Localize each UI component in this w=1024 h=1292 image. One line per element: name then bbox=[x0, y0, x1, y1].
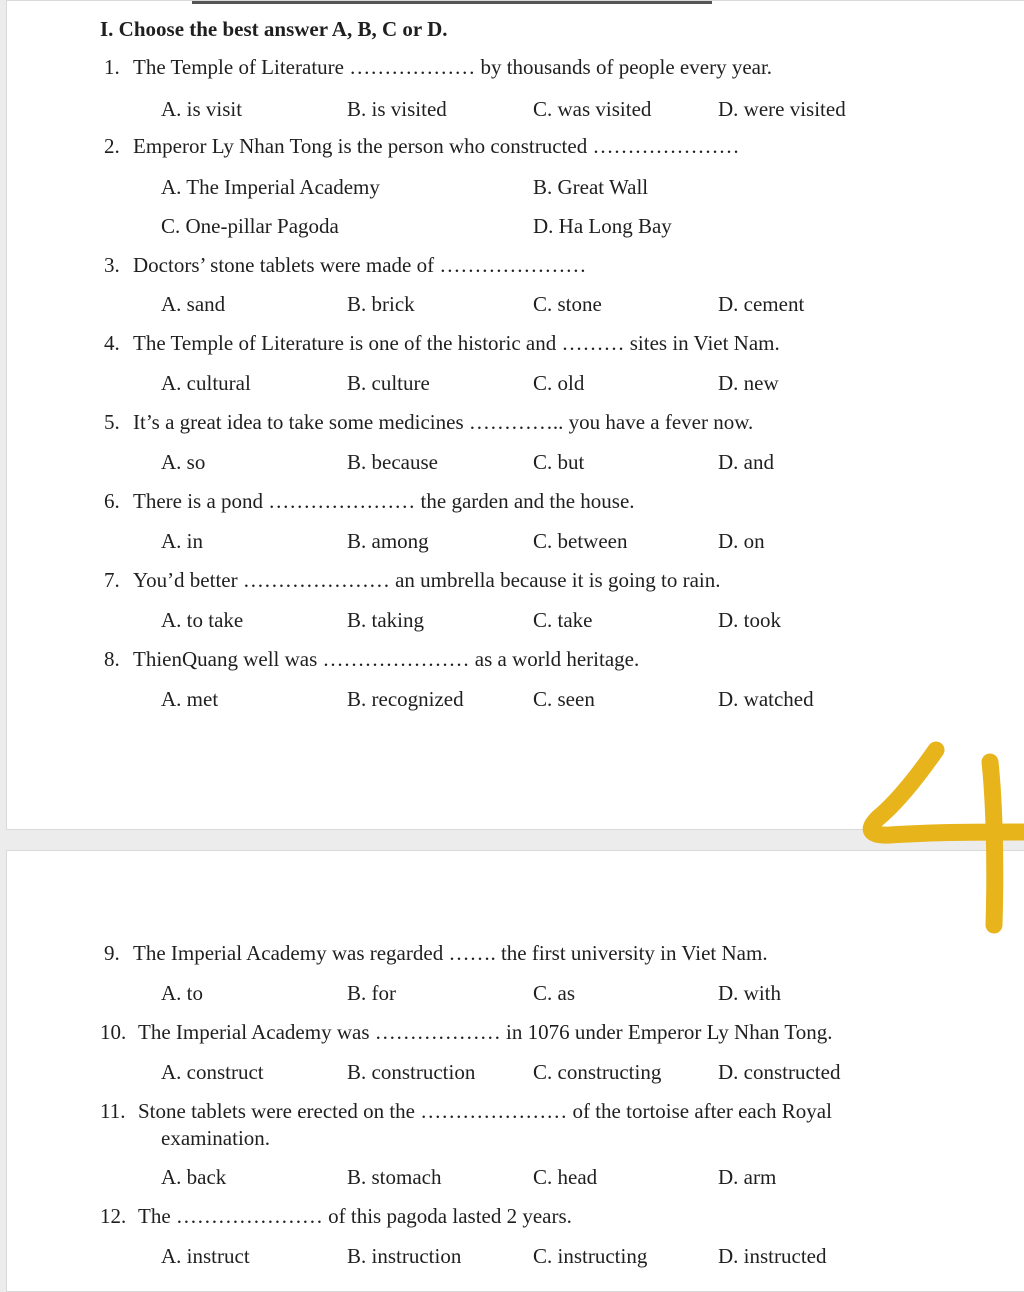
answer-option: C. take bbox=[533, 608, 593, 632]
question-text: ThienQuang well was ………………… as a world heritage. bbox=[133, 647, 640, 671]
answer-option: B. for bbox=[347, 981, 396, 1005]
question-text: You’d better ………………… an umbrella because it is going to rain. bbox=[133, 568, 721, 592]
answer-option: D. and bbox=[718, 450, 774, 474]
question-number: 12. bbox=[100, 1204, 127, 1228]
answer-option: B. construction bbox=[347, 1060, 476, 1084]
answer-option: C. old bbox=[533, 371, 585, 395]
answer-option: A. The Imperial Academy bbox=[161, 175, 380, 199]
answer-option: B. recognized bbox=[347, 687, 464, 711]
question-number: 8. bbox=[104, 647, 120, 671]
answer-option: C. head bbox=[533, 1165, 598, 1189]
answer-option: A. is visit bbox=[161, 97, 243, 121]
answer-option: A. so bbox=[161, 450, 206, 474]
answer-option: B. stomach bbox=[347, 1165, 442, 1189]
answer-option: D. constructed bbox=[718, 1060, 841, 1084]
question-text: The Temple of Literature is one of the historic and ……… sites in Viet Nam. bbox=[133, 331, 780, 355]
question-number: 6. bbox=[104, 489, 120, 513]
question-number: 5. bbox=[104, 410, 120, 434]
question-text: The ………………… of this pagoda lasted 2 years. bbox=[138, 1204, 572, 1228]
answer-option: B. culture bbox=[347, 371, 430, 395]
question-text: The Imperial Academy was ……………… in 1076 under Emperor Ly Nhan Tong. bbox=[138, 1020, 833, 1044]
question-number: 11. bbox=[100, 1099, 126, 1123]
question-text: It’s a great idea to take some medicines ………….. you have a fever now. bbox=[133, 410, 754, 434]
question-number: 3. bbox=[104, 253, 120, 277]
answer-option: D. watched bbox=[718, 687, 814, 711]
question-text: Emperor Ly Nhan Tong is the person who constructed ………………… bbox=[133, 134, 740, 158]
answer-option: C. but bbox=[533, 450, 585, 474]
question-text: Stone tablets were erected on the ………………… of the tortoise after each Royal bbox=[138, 1099, 832, 1123]
answer-option: A. met bbox=[161, 687, 219, 711]
answer-option: B. instruction bbox=[347, 1244, 462, 1268]
answer-option: D. arm bbox=[718, 1165, 777, 1189]
section-heading: I. Choose the best answer A, B, C or D. bbox=[100, 17, 448, 41]
answer-option: D. on bbox=[718, 529, 765, 553]
answer-option: D. were visited bbox=[718, 97, 846, 121]
answer-option: B. is visited bbox=[347, 97, 447, 121]
answer-option: A. to take bbox=[161, 608, 244, 632]
question-text: There is a pond ………………… the garden and the house. bbox=[133, 489, 635, 513]
question-number: 4. bbox=[104, 331, 120, 355]
answer-option: B. because bbox=[347, 450, 438, 474]
answer-option: D. took bbox=[718, 608, 781, 632]
answer-option: C. was visited bbox=[533, 97, 652, 121]
question-number: 10. bbox=[100, 1020, 127, 1044]
answer-option: C. seen bbox=[533, 687, 595, 711]
question-text: Doctors’ stone tablets were made of ………………… bbox=[133, 253, 587, 277]
question-text: The Temple of Literature ……………… by thousands of people every year. bbox=[133, 55, 773, 79]
answer-option: B. brick bbox=[347, 292, 415, 316]
answer-option: D. Ha Long Bay bbox=[533, 214, 672, 238]
answer-option: B. Great Wall bbox=[533, 175, 649, 199]
question-number: 1. bbox=[104, 55, 120, 79]
answer-option: D. cement bbox=[718, 292, 805, 316]
answer-option: A. in bbox=[161, 529, 203, 553]
question-number: 9. bbox=[104, 941, 120, 965]
answer-option: B. taking bbox=[347, 608, 424, 632]
answer-option: A. back bbox=[161, 1165, 227, 1189]
answer-option: C. as bbox=[533, 981, 575, 1005]
answer-option: B. among bbox=[347, 529, 429, 553]
top-rule bbox=[192, 1, 712, 4]
answer-option: C. instructing bbox=[533, 1244, 648, 1268]
answer-option: C. constructing bbox=[533, 1060, 662, 1084]
question-number: 2. bbox=[104, 134, 120, 158]
question-text-continued: examination. bbox=[161, 1126, 271, 1150]
question-text: The Imperial Academy was regarded ……. the first university in Viet Nam. bbox=[133, 941, 768, 965]
answer-option: A. to bbox=[161, 981, 203, 1005]
answer-option: A. sand bbox=[161, 292, 226, 316]
answer-option: A. instruct bbox=[161, 1244, 250, 1268]
answer-option: D. instructed bbox=[718, 1244, 827, 1268]
answer-option: D. with bbox=[718, 981, 781, 1005]
answer-option: C. between bbox=[533, 529, 628, 553]
answer-option: C. One-pillar Pagoda bbox=[161, 214, 339, 238]
answer-option: C. stone bbox=[533, 292, 602, 316]
answer-option: D. new bbox=[718, 371, 779, 395]
answer-option: A. cultural bbox=[161, 371, 251, 395]
question-number: 7. bbox=[104, 568, 120, 592]
answer-option: A. construct bbox=[161, 1060, 264, 1084]
